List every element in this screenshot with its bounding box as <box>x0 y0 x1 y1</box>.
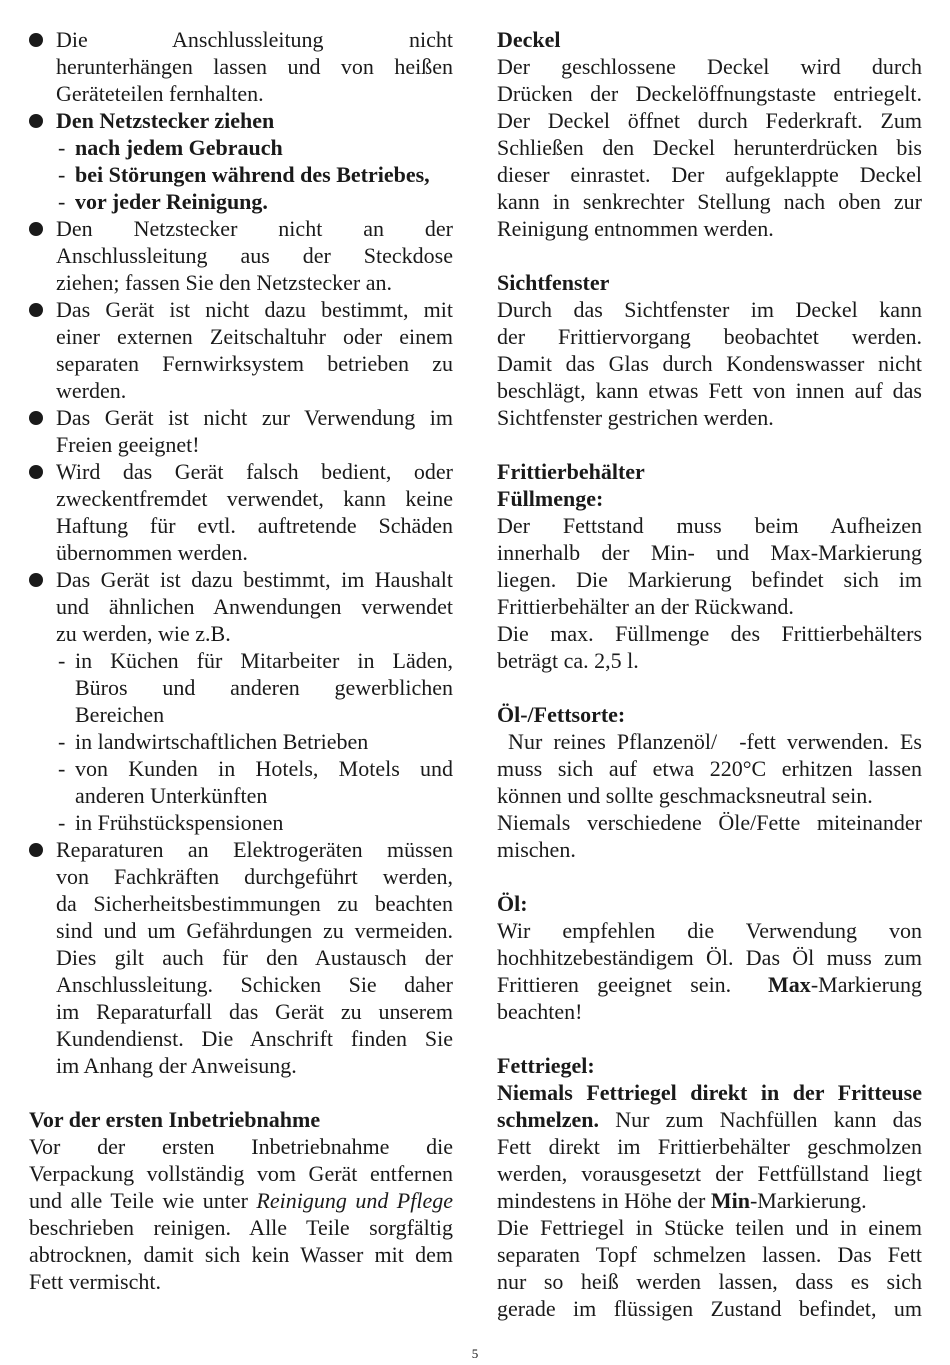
text-line: Die Anschlussleitung nicht <box>56 27 453 52</box>
text-line: mindestens in Höhe der Min-Markierung. <box>497 1188 867 1213</box>
text-line: Sichtfenster gestrichen werden. <box>497 405 774 430</box>
text-line: Drücken der Deckelöffnungstaste entriegelt. <box>497 81 922 106</box>
text-line: Reparaturen an Elektrogeräten müssen <box>56 837 453 862</box>
text-line: übernommen werden. <box>56 540 248 565</box>
text-line: im Reparaturfall das Gerät zu unserem <box>56 999 453 1024</box>
section-heading: Frittierbehälter <box>497 459 645 484</box>
text-line: separaten Topf schmelzen lassen. Das Fett <box>497 1242 922 1267</box>
bullet-icon <box>29 303 43 317</box>
sub-heading: Füllmenge: <box>497 486 604 511</box>
text-line: Verpackung vollständig vom Gerät entfernen <box>29 1161 453 1186</box>
text-line: Nur reines Pflanzenöl/ -fett verwenden. Es <box>497 729 922 754</box>
bullet-icon <box>29 573 43 587</box>
text-line: in Frühstückspensionen <box>75 810 284 835</box>
text-line: Geräteteilen fernhalten. <box>56 81 264 106</box>
text-line: zweckentfremdet verwendet, kann keine <box>56 486 453 511</box>
bullet-icon <box>29 33 43 47</box>
text-line: Kundendienst. Die Anschrift finden Sie <box>56 1026 453 1051</box>
text-line: mischen. <box>497 837 576 862</box>
text-line: zu werden, wie z.B. <box>56 621 231 646</box>
text-line: Fett vermischt. <box>29 1269 161 1294</box>
text-line: Niemals verschiedene Öle/Fette miteinander <box>497 810 922 835</box>
text-line: Haftung für evtl. auftretende Schäden <box>56 513 453 538</box>
text-line: Wir empfehlen die Verwendung von <box>497 918 922 943</box>
text-line: können und sollte geschmacksneutral sein. <box>497 783 873 808</box>
bullet-item-freien <box>29 404 453 458</box>
text-line: Den Netzstecker ziehen <box>56 108 275 133</box>
text-line: Schließen den Deckel herunterdrücken bis <box>497 135 922 160</box>
bullet-item-haushalt <box>29 566 453 647</box>
text-line: und alle Teile wie unter Reinigung und Pflege <box>29 1188 453 1213</box>
text-line: in landwirtschaftlichen Betrieben <box>75 729 369 754</box>
bullet-item-zeitschaltuhr <box>29 296 453 404</box>
text-line: bei Störungen während des Betriebes, <box>75 162 430 187</box>
text-line: beträgt ca. 2,5 l. <box>497 648 639 673</box>
sub-item: - in landwirtschaftlichen Betrieben <box>29 728 453 755</box>
text-line: hochhitzebeständigem Öl. Das Öl muss zum <box>497 945 922 970</box>
section-heading: Sichtfenster <box>497 270 610 295</box>
right-column <box>497 26 922 1322</box>
text-line: herunterhängen lassen und von heißen <box>56 54 453 79</box>
text-line: Bereichen <box>75 702 165 727</box>
text-line: Reinigung entnommen werden. <box>497 216 774 241</box>
text-line: Frittieren geeignet sein. Max-Markierung <box>497 972 922 997</box>
bullet-item-netzstecker-anfassen <box>29 215 453 296</box>
text-line: schmelzen. Nur zum Nachfüllen kann das <box>497 1107 922 1132</box>
text-line: Der Deckel öffnet durch Federkraft. Zum <box>497 108 922 133</box>
text-line: Vor der ersten Inbetriebnahme die <box>29 1134 453 1159</box>
text-line: Freien geeignet! <box>56 432 200 457</box>
text-line: von Kunden in Hotels, Motels und <box>75 756 453 781</box>
text-line: separaten Fernwirksystem betrieben zu <box>56 351 453 376</box>
left-column <box>29 26 453 1295</box>
sub-item: - vor jeder Reinigung. <box>58 189 268 214</box>
text-line: dieser einrastet. Der aufgeklappte Deckel <box>497 162 922 187</box>
text-line: Anschlussleitung. Schicken Sie daher <box>56 972 453 997</box>
sub-heading: Öl-/Fettsorte: <box>497 702 626 727</box>
text-line: anderen Unterkünften <box>75 783 268 808</box>
text-line: Büros und anderen gewerblichen <box>75 675 453 700</box>
text-line: Das Gerät ist dazu bestimmt, im Haushalt <box>56 567 453 592</box>
text-line: muss sich auf etwa 220°C erhitzen lassen <box>497 756 922 781</box>
text-line: Anschlussleitung aus der Steckdose <box>56 243 453 268</box>
sub-heading: Fettriegel: <box>497 1053 595 1078</box>
text-line: sind und um Gefährdungen zu vermeiden. <box>56 918 453 943</box>
text-line: Der Fettstand muss beim Aufheizen <box>497 513 922 538</box>
sub-item: - in Küchen für Mitarbeiter in Läden, Büros und anderen gewerblichen Bereichen <box>58 648 453 727</box>
bullet-item-anschlussleitung <box>29 26 453 107</box>
text-line: Das Gerät ist nicht zur Verwendung im <box>56 405 453 430</box>
text-line: Damit das Glas durch Kondenswasser nicht <box>497 351 922 376</box>
text-line: da Sicherheitsbestimmungen zu beachten <box>56 891 453 916</box>
text-line: nur so heiß werden lassen, dass es sich <box>497 1269 922 1294</box>
sub-item: - nach jedem Gebrauch <box>58 135 283 160</box>
text-line: abtrocknen, damit sich kein Wasser mit dem <box>29 1242 453 1267</box>
sub-heading: Öl: <box>497 891 528 916</box>
sub-item: - von Kunden in Hotels, Motels und anderen Unterkünften <box>58 756 453 808</box>
page-number: 5 <box>471 1346 479 1361</box>
text-line: werden, vorausgesetzt der Fettfüllstand liegt <box>497 1161 922 1186</box>
text-line: der Frittiervorgang beobachtet werden. <box>497 324 922 349</box>
text-line: innerhalb der Min- und Max-Markierung <box>497 540 922 565</box>
text-line: werden. <box>56 378 127 403</box>
text-line: gerade im flüssigen Zustand befindet, um <box>497 1296 922 1321</box>
text-line: Den Netzstecker nicht an der <box>56 216 453 241</box>
section-heading: Vor der ersten Inbetriebnahme <box>29 1107 321 1132</box>
text-line: beschlägt, kann etwas Fett von innen auf das <box>497 378 922 403</box>
text-line: im Anhang der Anweisung. <box>56 1053 297 1078</box>
text-line: in Küchen für Mitarbeiter in Läden, <box>75 648 453 673</box>
sub-item: - bei Störungen während des Betriebes, <box>58 162 430 187</box>
text-line: Niemals Fettriegel direkt in der Fritteuse <box>497 1080 922 1105</box>
text-line: Fett direkt im Frittierbehälter geschmolzen <box>497 1134 922 1159</box>
bullet-icon <box>29 114 43 128</box>
bullet-icon <box>29 465 43 479</box>
bullet-icon <box>29 411 43 425</box>
bullet-icon <box>29 222 43 236</box>
text-line: Dies gilt auch für den Austausch der <box>56 945 453 970</box>
sub-item: - in Frühstückspensionen <box>29 809 453 836</box>
text-line: vor jeder Reinigung. <box>75 189 268 214</box>
text-line: Der geschlossene Deckel wird durch <box>497 54 922 79</box>
text-line: kann in senkrechter Stellung nach oben zur <box>497 189 922 214</box>
text-line: Die max. Füllmenge des Frittierbehälters <box>497 621 922 646</box>
text-line: Frittierbehälter an der Rückwand. <box>497 594 794 619</box>
bullet-item-reparaturen <box>29 836 453 1079</box>
text-line: Das Gerät ist nicht dazu bestimmt, mit <box>56 297 453 322</box>
text-line: liegen. Die Markierung befindet sich im <box>497 567 922 592</box>
bullet-item-haftung <box>29 458 453 566</box>
text-line: Wird das Gerät falsch bedient, oder <box>56 459 453 484</box>
text-line: beachten! <box>497 999 583 1024</box>
text-line: einer externen Zeitschaltuhr oder einem <box>56 324 453 349</box>
text-line: nach jedem Gebrauch <box>75 135 283 160</box>
text-line: beschrieben reinigen. Alle Teile sorgfältig <box>29 1215 453 1240</box>
text-line: Die Fettriegel in Stücke teilen und in einem <box>497 1215 922 1240</box>
text-line: von Fachkräften durchgeführt werden, <box>56 864 453 889</box>
text-line: und ähnlichen Anwendungen verwendet <box>56 594 453 619</box>
section-heading: Deckel <box>497 27 561 52</box>
bullet-item-netzstecker-ziehen <box>29 107 453 134</box>
bullet-icon <box>29 843 43 857</box>
text-line: ziehen; fassen Sie den Netzstecker an. <box>56 270 392 295</box>
text-line: Durch das Sichtfenster im Deckel kann <box>497 297 922 322</box>
